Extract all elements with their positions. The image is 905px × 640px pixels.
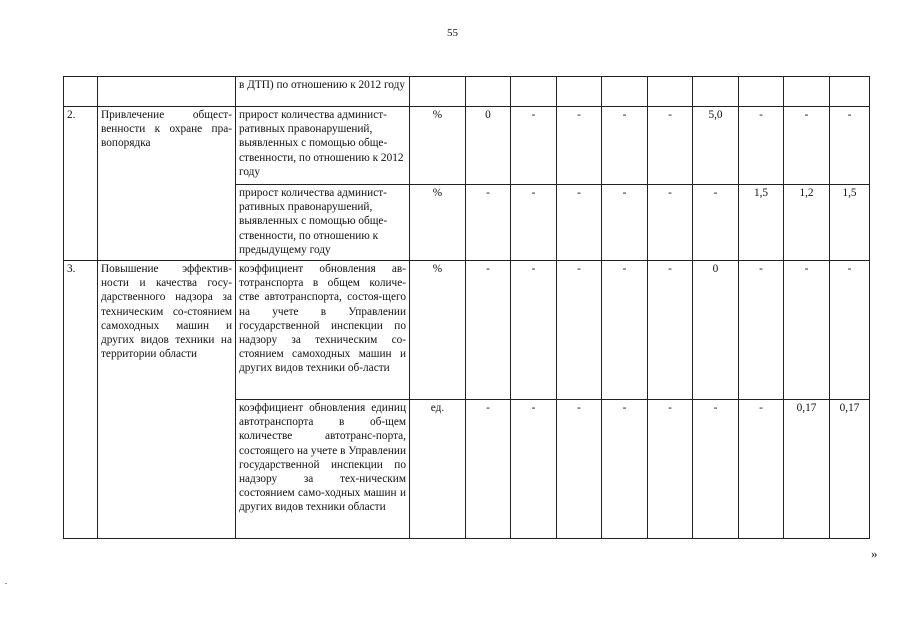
value-cell xyxy=(466,77,511,107)
value-cell xyxy=(648,77,693,107)
value-cell: - xyxy=(466,261,511,400)
value-cell: - xyxy=(648,400,693,539)
indicator-cell: в ДТП) по отношению к 2012 году xyxy=(236,77,410,107)
value-cell: - xyxy=(739,107,784,185)
value-cell: - xyxy=(693,400,739,539)
value-cell: - xyxy=(784,261,830,400)
table-row xyxy=(64,261,870,400)
unit-cell: % xyxy=(410,261,466,400)
value-cell: - xyxy=(602,107,648,185)
indicator-cell: прирост количества админист-ративных правонарушений, выявленных с помощью обще-ственности, по отношению к предыдущему году xyxy=(236,185,410,261)
value-cell: - xyxy=(602,185,648,261)
indicators-table xyxy=(63,76,870,539)
closing-quote-mark: » xyxy=(871,546,878,561)
value-cell: - xyxy=(511,107,557,185)
value-cell: - xyxy=(648,261,693,400)
value-cell: - xyxy=(557,185,602,261)
value-cell: - xyxy=(557,261,602,400)
value-cell: 0,17 xyxy=(784,400,830,539)
activity-cell: Повышение эффектив-ности и качества госу-дарственного надзора за техническим со-стоянием самоходных машин и других видов техники на территории области xyxy=(98,261,236,539)
value-cell: 1,2 xyxy=(784,185,830,261)
row-number: 2. xyxy=(64,107,98,261)
value-cell: - xyxy=(511,185,557,261)
value-cell: 1,5 xyxy=(830,185,870,261)
value-cell: - xyxy=(739,400,784,539)
value-cell: 0 xyxy=(693,261,739,400)
value-cell: - xyxy=(511,400,557,539)
value-cell: - xyxy=(466,400,511,539)
table-row xyxy=(64,77,870,107)
row-number xyxy=(64,77,98,107)
value-cell: - xyxy=(693,185,739,261)
value-cell: - xyxy=(511,261,557,400)
unit-cell: ед. xyxy=(410,400,466,539)
value-cell xyxy=(739,77,784,107)
value-cell: - xyxy=(739,261,784,400)
value-cell: - xyxy=(602,400,648,539)
value-cell xyxy=(693,77,739,107)
value-cell: - xyxy=(466,185,511,261)
table-row xyxy=(64,107,870,185)
value-cell xyxy=(830,77,870,107)
indicator-cell: коэффициент обновления ав-тотранспорта в общем количе-стве автотранспорта, состоя-щего на учете в Управлении государственной инспекции по надзору за техническим со-стоянием самоходных машин и других видов техники об-ласти xyxy=(236,261,410,400)
unit-cell: % xyxy=(410,107,466,185)
scan-artifact xyxy=(5,583,7,584)
value-cell: - xyxy=(648,185,693,261)
value-cell xyxy=(602,77,648,107)
row-number: 3. xyxy=(64,261,98,539)
value-cell: - xyxy=(784,107,830,185)
indicator-cell: прирост количества админист-ративных правонарушений, выявленных с помощью обще-ственности, по отношению к 2012 году xyxy=(236,107,410,185)
value-cell xyxy=(511,77,557,107)
unit-cell: % xyxy=(410,185,466,261)
value-cell: 1,5 xyxy=(739,185,784,261)
activity-cell: Привлечение общест-венности к охране пра-вопорядка xyxy=(98,107,236,261)
indicator-cell: коэффициент обновления единиц автотранспорта в об-щем количестве автотранс-порта, состоящего на учете в Управлении государственной инспекции по надзору за тех-ническим состоянием само-ходных машин и других видов техники области xyxy=(236,400,410,539)
unit-cell xyxy=(410,77,466,107)
value-cell xyxy=(557,77,602,107)
value-cell: 5,0 xyxy=(693,107,739,185)
value-cell: 0 xyxy=(466,107,511,185)
value-cell: - xyxy=(557,400,602,539)
page-number: 55 xyxy=(447,27,458,39)
activity-cell xyxy=(98,77,236,107)
value-cell: - xyxy=(557,107,602,185)
value-cell: - xyxy=(830,107,870,185)
value-cell: - xyxy=(648,107,693,185)
value-cell: - xyxy=(830,261,870,400)
value-cell: - xyxy=(602,261,648,400)
value-cell: 0,17 xyxy=(830,400,870,539)
value-cell xyxy=(784,77,830,107)
